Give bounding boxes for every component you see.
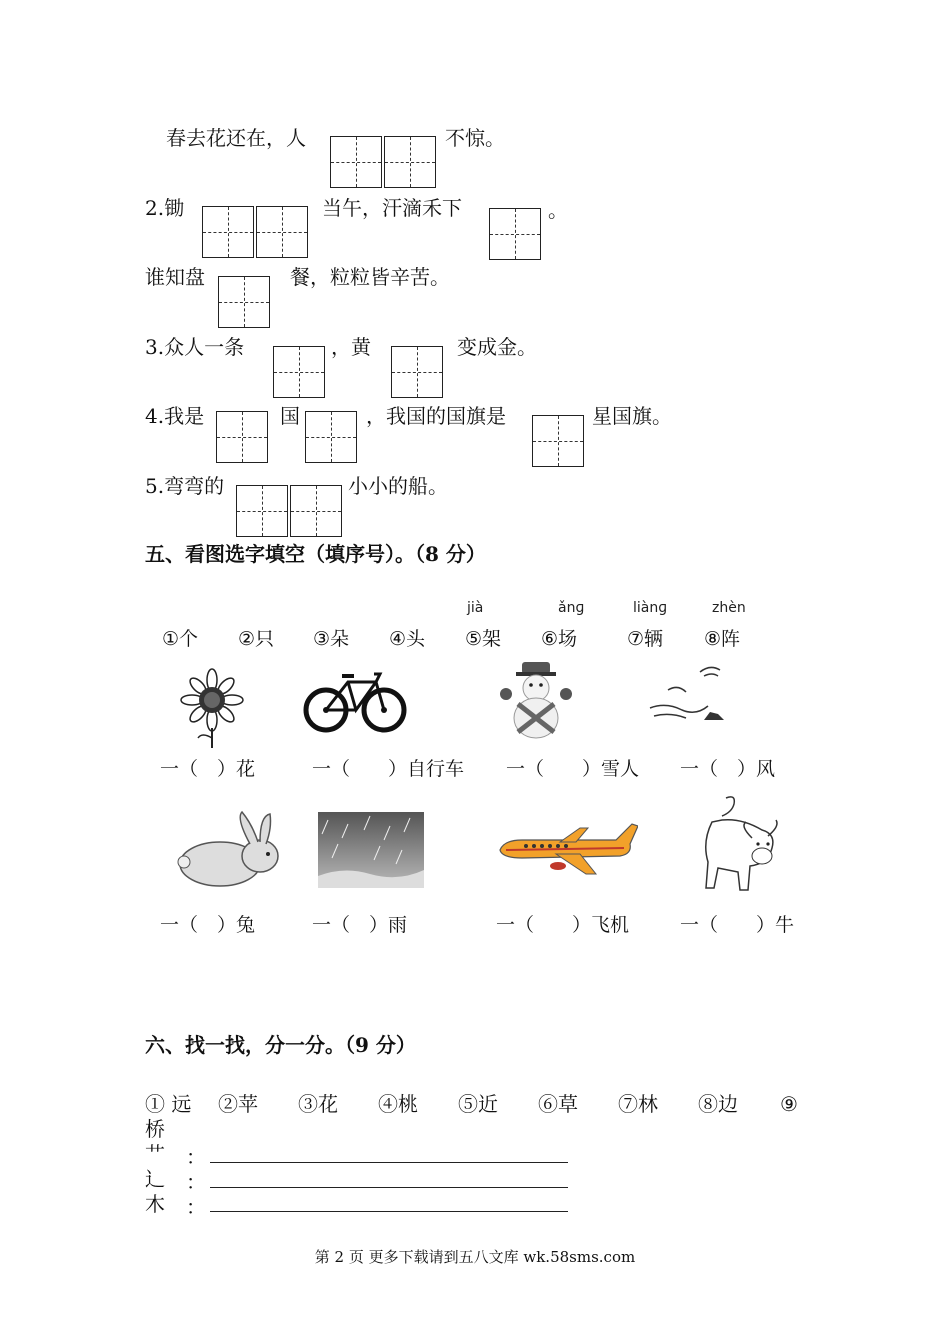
char-item: ⑨: [780, 1092, 798, 1116]
grid-box[interactable]: [236, 485, 288, 537]
radical-label: 艹: [145, 1142, 165, 1166]
ox-icon: [692, 792, 782, 896]
poem-line-6-text-a: 小小的船。: [348, 474, 448, 498]
fill-caption: 一（ ）兔: [160, 914, 256, 936]
section-6-title: 六、找一找，分一分。（9 分）: [145, 1033, 416, 1057]
fill-caption: 一（ ）自行车: [312, 758, 465, 780]
poem-line-2-text-a: 当午，汗滴禾下: [322, 196, 462, 220]
poem-line-1-text-a: 春去花还在，人: [166, 126, 306, 150]
option-item: ⑧阵: [704, 628, 741, 650]
option-item: ⑥场: [541, 628, 578, 650]
poem-line-2-text-b: 。: [548, 198, 568, 222]
answer-line[interactable]: [210, 1187, 568, 1188]
char-item: ⑧边: [698, 1092, 738, 1116]
grid-box[interactable]: [216, 411, 268, 463]
bicycle-icon: [302, 668, 408, 736]
option-item: ④头: [389, 628, 426, 650]
option-item: ⑤架: [465, 628, 502, 650]
pinyin-label: ǎnɡ: [558, 600, 585, 616]
poem-line-4-text-b: 变成金。: [457, 335, 537, 359]
pinyin-label: liànɡ: [633, 600, 668, 616]
char-item: ③花: [298, 1092, 338, 1116]
grid-box[interactable]: [384, 136, 436, 188]
sunflower-icon: [178, 668, 246, 748]
radical-label: 辶: [145, 1167, 165, 1191]
char-item: ⑦林: [618, 1092, 658, 1116]
grid-box[interactable]: [305, 411, 357, 463]
char-item-wrap: 桥: [145, 1117, 165, 1141]
grid-box[interactable]: [391, 346, 443, 398]
grid-box[interactable]: [273, 346, 325, 398]
poem-line-6-prefix: 5.弯弯的: [145, 474, 225, 498]
grid-box[interactable]: [532, 415, 584, 467]
colon: ：: [186, 1170, 206, 1194]
option-item: ②只: [238, 628, 275, 650]
grid-box[interactable]: [489, 208, 541, 260]
poem-line-5-text-a: 国: [280, 404, 300, 428]
char-item: ②苹: [218, 1092, 258, 1116]
fill-caption: 一（ ）风: [680, 758, 776, 780]
option-item: ①个: [162, 628, 199, 650]
answer-line[interactable]: [210, 1162, 568, 1163]
fill-caption: 一（ ）雨: [312, 914, 408, 936]
option-item: ③朵: [313, 628, 350, 650]
radical-label: 木: [145, 1192, 165, 1216]
poem-line-3-text-a: 谁知盘: [145, 265, 205, 289]
pinyin-label: jià: [467, 600, 484, 616]
section-5-title: 五、看图选字填空（填序号）。（8 分）: [145, 542, 486, 566]
char-item: ⑤近: [458, 1092, 498, 1116]
grid-box[interactable]: [256, 206, 308, 258]
fill-caption: 一（ ）花: [160, 758, 256, 780]
char-item: ⑥草: [538, 1092, 578, 1116]
pinyin-label: zhèn: [712, 600, 746, 616]
grid-box[interactable]: [330, 136, 382, 188]
option-item: ⑦辆: [627, 628, 664, 650]
poem-line-5-prefix: 4.我是: [145, 404, 205, 428]
wind-icon: [646, 662, 730, 726]
poem-line-5-text-c: 星国旗。: [592, 404, 672, 428]
grid-box[interactable]: [218, 276, 270, 328]
char-item: ① 远: [145, 1092, 192, 1116]
rabbit-icon: [176, 810, 282, 890]
colon: ：: [186, 1195, 206, 1219]
grid-box[interactable]: [202, 206, 254, 258]
fill-caption: 一（ ）牛: [680, 914, 795, 936]
poem-line-1-text-b: 不惊。: [445, 126, 505, 150]
snowman-icon: [498, 660, 574, 740]
grid-box[interactable]: [290, 485, 342, 537]
poem-line-4-prefix: 3.众人一条: [145, 335, 245, 359]
char-item: ④桃: [378, 1092, 418, 1116]
poem-line-4-text-a: ，黄: [331, 335, 371, 359]
colon: ：: [186, 1145, 206, 1169]
poem-line-5-text-b: ，我国的国旗是: [366, 404, 506, 428]
airplane-icon: [496, 820, 638, 880]
poem-line-2-prefix: 2.锄: [145, 196, 185, 220]
fill-caption: 一（ ）雪人: [506, 758, 640, 780]
fill-caption: 一（ ）飞机: [496, 914, 630, 936]
rain-icon: [318, 812, 424, 888]
page-footer: 第 2 页 更多下载请到五八文库 wk.58sms.com: [314, 1248, 636, 1266]
poem-line-3-text-b: 餐，粒粒皆辛苦。: [290, 265, 450, 289]
answer-line[interactable]: [210, 1211, 568, 1212]
